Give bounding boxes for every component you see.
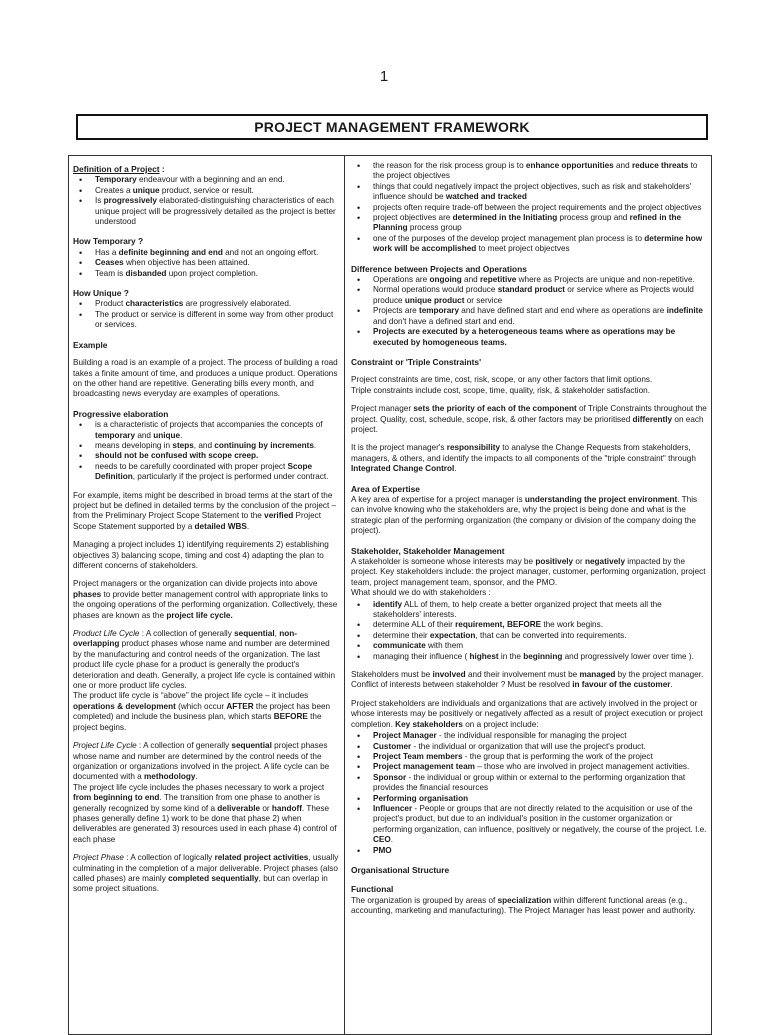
- text-run: Operations are: [373, 275, 430, 285]
- bullet-list: [73, 420, 340, 482]
- text-run: (which occur: [175, 701, 227, 711]
- bullet-item: [95, 269, 340, 279]
- text-run: CEO: [373, 835, 391, 845]
- bullet-item: [95, 299, 340, 309]
- text-run: where as Projects are unique and non-repetitive.: [516, 275, 695, 285]
- text-run: endeavour with a beginning and an end.: [136, 175, 285, 185]
- text-run: of Triple Constraints throughout the project. Quality, cost, schedule, scope, risk, & other factors may be prioritised: [351, 404, 707, 424]
- text-run: refined in the Planning: [373, 213, 682, 233]
- text-run: identify: [373, 599, 403, 609]
- section-heading: [351, 865, 707, 875]
- text-run: , but can overlap in some project situations.: [73, 873, 328, 894]
- bullet-item: [373, 762, 707, 772]
- text-run: - the individual responsible for managing the project: [436, 731, 627, 741]
- text-run: verified: [264, 511, 294, 521]
- text-run: A stakeholder is someone whose interests may be: [351, 557, 536, 566]
- text-run: ongoing: [429, 275, 462, 285]
- bullet-item: [373, 752, 707, 762]
- text-run: involved: [432, 670, 466, 680]
- paragraph: [351, 404, 707, 435]
- text-run: ALL of them, to help create a better organized project that meets all the stakeholders' interests.: [373, 599, 662, 620]
- text-run: Project Life Cycle: [73, 741, 137, 751]
- bullet-item: [373, 631, 707, 641]
- bullet-list: [351, 600, 707, 662]
- text-run: temporary: [418, 306, 460, 316]
- bullet-item: [373, 182, 707, 203]
- text-run: or service: [464, 295, 503, 305]
- text-run: How Unique ?: [73, 288, 129, 299]
- text-run: – those who are involved in project management activities.: [474, 762, 690, 772]
- text-run: Projects are: [373, 306, 419, 316]
- bullet-list: [73, 175, 340, 227]
- bullet-item: [95, 310, 340, 331]
- text-run: the work begins.: [541, 620, 603, 630]
- bullet-item: [95, 462, 340, 483]
- text-run: are progressively elaborated.: [183, 299, 292, 309]
- bullet-item: [373, 600, 707, 621]
- section-heading: [351, 884, 707, 894]
- bullet-item: [373, 275, 707, 285]
- text-run: Difference between Projects and Operations: [351, 263, 527, 274]
- bullet-item: [95, 175, 340, 185]
- text-run: Project Phase: [73, 853, 124, 863]
- text-run: Area of Expertise: [351, 483, 420, 494]
- paragraph: [73, 579, 340, 621]
- text-run: .: [195, 772, 198, 782]
- text-run: For example, items might be described in broad terms at the start of the project but be defined in detailed terms by the conclusion of the project – from the Preliminary Project Scope Statement to the: [73, 490, 337, 521]
- text-run: and have defined start and end where as operations are: [459, 306, 667, 316]
- text-run: :: [159, 164, 165, 174]
- section-heading: [351, 264, 707, 274]
- text-run: responsibility: [446, 443, 500, 453]
- right-column: [345, 156, 711, 1034]
- text-run: is a characteristic of projects that accompanies the concepts of: [95, 420, 323, 430]
- text-run: progressively: [103, 196, 157, 206]
- text-run: Functional: [351, 884, 394, 895]
- text-run: Key stakeholders: [395, 719, 463, 729]
- text-run: Stakeholders must be: [351, 670, 433, 680]
- text-run: related project activities: [214, 853, 309, 863]
- text-run: managed: [579, 670, 616, 680]
- text-run: in the: [498, 651, 524, 661]
- paragraph: [351, 896, 707, 917]
- paragraph: [351, 375, 707, 396]
- text-run: .: [313, 440, 317, 450]
- bullet-item: [373, 742, 707, 752]
- text-run: and: [613, 161, 632, 170]
- text-run: : A collection of generally: [139, 629, 235, 639]
- text-run: Constraint or 'Triple Constraints': [351, 356, 482, 367]
- text-run: enhance opportunities: [525, 161, 614, 170]
- text-run: .: [454, 464, 457, 474]
- bullet-list: [351, 275, 707, 348]
- text-run: to meet project objectves: [476, 244, 570, 254]
- text-run: Managing a project includes 1) identifying requirements 2) establishing objectives 3) balancing scope, timing and cost 4) adapting the plan to different concerns of stakeholders.: [73, 540, 329, 570]
- section-heading: [351, 484, 707, 494]
- text-run: project life cycle.: [166, 610, 233, 620]
- text-run: to analyse the Change Requests from stakeholders, managers, & others, and identify the impacts to all components of the "triple constraint" through: [351, 443, 696, 463]
- text-run: means developing in: [95, 440, 173, 450]
- text-run: sets the priority of each of the component: [413, 404, 577, 414]
- paragraph: [73, 629, 340, 733]
- text-run: Temporary: [95, 175, 137, 185]
- bullet-item: [373, 161, 707, 182]
- text-run: things that could negatively impact the project objectives, such as risk and stakeholders' influence should be: [373, 181, 692, 202]
- text-run: from beginning to end: [73, 793, 160, 803]
- text-run: .: [246, 521, 250, 531]
- text-run: . The transition from one phase to another is generally recognized by some kind of a: [73, 793, 320, 813]
- text-run: repetitive: [479, 275, 517, 285]
- text-run: operations & development: [73, 701, 176, 711]
- paragraph: [73, 540, 340, 571]
- text-run: deliverable: [217, 803, 261, 813]
- text-run: Integrated Change Control: [351, 464, 455, 474]
- text-run: product phases whose name and number are determined by the manufacturing and control needs of the organization. The last product life cycle phase for a product is generally the product's deterioration and death. Generally, a project life cycle is contained within one or more product life cycles.: [73, 639, 335, 691]
- text-run: process group and: [557, 213, 630, 223]
- text-run: watched and tracked: [445, 192, 527, 202]
- text-run: Project manager: [351, 404, 414, 414]
- text-run: Projects are executed by a heterogeneous teams where as operations may be executed by homogeneous teams.: [373, 327, 676, 347]
- text-run: determined in the Initiating: [452, 213, 558, 223]
- text-run: Product: [95, 299, 126, 309]
- bullet-item: [373, 203, 707, 213]
- text-run: communicate: [373, 641, 426, 651]
- text-run: , and: [193, 440, 215, 450]
- text-run: requirement, BEFORE: [455, 620, 542, 630]
- text-run: unique: [153, 430, 181, 440]
- section-heading: [73, 236, 340, 246]
- text-run: detailed WBS: [194, 521, 247, 531]
- bullet-list: [351, 161, 707, 255]
- text-run: Has a: [95, 247, 119, 257]
- text-run: Project managers or the organization can divide projects into above: [73, 579, 318, 589]
- page-number: 1: [379, 68, 389, 85]
- text-run: unique product: [404, 295, 465, 305]
- text-run: upon project completion.: [166, 268, 258, 278]
- text-run: Definition of a Project: [73, 164, 160, 174]
- bullet-item: [373, 213, 707, 234]
- text-run: should not be confused with scope creep.: [95, 451, 259, 461]
- text-run: handoff: [271, 803, 302, 813]
- section-heading: [73, 164, 340, 174]
- text-run: beginning: [523, 651, 563, 661]
- text-run: AFTER: [226, 701, 254, 711]
- text-run: sequential: [231, 741, 272, 751]
- text-run: methodology: [144, 772, 196, 782]
- bullet-item: [373, 641, 707, 651]
- text-run: disbanded: [125, 268, 167, 278]
- text-run: Influencer: [373, 803, 413, 813]
- text-run: negatively: [584, 557, 625, 566]
- text-run: by the project manager. Conflict of interests between stakeholder ? Must be resolved: [351, 670, 704, 690]
- bullet-item: [373, 731, 707, 741]
- text-run: What should we do with stakeholders :: [351, 588, 491, 598]
- text-run: completed sequentially: [168, 873, 259, 883]
- text-run: and their involvement must be: [465, 670, 580, 680]
- text-run: Project management team: [373, 762, 475, 772]
- bullet-item: [373, 234, 707, 255]
- text-run: , that can be converted into requirements.: [475, 630, 627, 640]
- text-run: - the individual or organization that will use the project's product.: [411, 741, 646, 751]
- text-run: Normal operations would produce: [373, 285, 498, 295]
- text-run: - the individual or group within or external to the performing organization that provides the financial resources: [373, 772, 686, 793]
- paragraph: [73, 741, 340, 845]
- text-run: project phases whose name and number are determined by the control needs of the organization or organizations involved in the project. A life cycle can be documented with a: [73, 741, 330, 782]
- text-run: , usually culminating in the completion of a major deliverable. Project phases (also called phases) are mainly: [73, 853, 339, 883]
- text-run: or: [573, 557, 585, 566]
- text-run: Is: [95, 196, 104, 206]
- text-run: Project stakeholders are individuals and organizations that are actively involved in the project or whose interests may be positively or negatively affected as a result of project execution or project completion.: [351, 698, 703, 729]
- bullet-item: [95, 441, 340, 451]
- text-run: . This can involve knowing who the stakeholders are, why the project is being done and what is the strategic plan of the performing organization (the company or division of the company doing the project).: [351, 494, 698, 536]
- bullet-item: [95, 420, 340, 441]
- paragraph: [73, 853, 340, 895]
- text-run: Example: [73, 339, 108, 350]
- text-run: non-overlapping: [73, 629, 297, 649]
- section-heading: [73, 409, 340, 419]
- text-run: understanding the project environment: [524, 494, 678, 504]
- text-run: and progressively lower over time ).: [562, 651, 694, 661]
- paragraph: [351, 557, 707, 599]
- text-run: elaborated-distinguishing characteristics of each unique project will be progressively detailed as the project is better understood: [95, 196, 336, 227]
- text-run: or service where as Projects would produce: [373, 285, 694, 305]
- text-run: and: [461, 275, 480, 285]
- text-run: project objectives are: [373, 213, 453, 223]
- text-run: determine ALL of their: [373, 620, 456, 630]
- paragraph: [351, 443, 707, 474]
- paragraph: [73, 491, 340, 533]
- bullet-item: [373, 306, 707, 327]
- content-table: [68, 155, 712, 1035]
- text-run: steps: [172, 440, 194, 450]
- text-run: managing their influence (: [373, 651, 470, 661]
- text-run: differently: [632, 414, 673, 424]
- text-run: the reason for the risk process group is to: [373, 161, 526, 170]
- text-run: - the group that is performing the work of the project: [462, 751, 653, 761]
- text-run: with them: [425, 641, 464, 651]
- text-run: product, service or result.: [159, 185, 254, 195]
- paragraph: [351, 670, 707, 691]
- text-run: the project has been completed) and include the business plan, which starts: [73, 701, 331, 722]
- text-run: in favour of the customer: [572, 680, 671, 690]
- text-run: Project Scope Statement supported by a: [73, 511, 322, 531]
- bullet-list: [73, 248, 340, 279]
- text-run: impacted by the project. Key stakeholders include: the project manager, customer, performing organization, project team, project management team, sponsor, and the PMO.: [351, 557, 706, 587]
- bullet-list: [73, 299, 340, 330]
- bullet-item: [95, 196, 340, 227]
- text-run: Progressive elaboration: [73, 408, 169, 419]
- left-column: [69, 156, 345, 1034]
- text-run: definite beginning and end: [118, 247, 223, 257]
- text-run: Creates a: [95, 185, 133, 195]
- text-run: and don't have a defined start and end.: [373, 316, 515, 326]
- text-run: . These phases generally define 1) work to be done that phase 2) when deliverables are generated 3) resources used in each phase 4) control of each phase: [73, 803, 337, 844]
- text-run: .: [180, 430, 183, 440]
- text-run: Organisational Structure: [351, 864, 450, 875]
- document-title: PROJECT MANAGEMENT FRAMEWORK: [76, 114, 708, 140]
- section-heading: [351, 546, 707, 556]
- bullet-item: [373, 846, 707, 856]
- text-run: one of the purposes of the develop project management plan process is to: [373, 233, 645, 243]
- text-run: It is the project manager's: [351, 443, 447, 453]
- paragraph: [73, 358, 340, 400]
- section-heading: [73, 288, 340, 298]
- text-run: reduce threats: [631, 161, 689, 170]
- text-run: .: [390, 835, 394, 845]
- bullet-item: [373, 620, 707, 630]
- text-run: continuing by increments: [214, 440, 314, 450]
- paragraph: [351, 699, 707, 730]
- text-run: : A collection of logically: [123, 853, 215, 863]
- bullet-item: [373, 773, 707, 794]
- text-run: The product life cycle is “above” the project life cycle – it includes: [73, 691, 309, 701]
- text-run: determine their: [373, 630, 430, 640]
- text-run: determine how work will be accomplished: [373, 233, 703, 254]
- text-run: needs to be carefully coordinated with proper project: [95, 461, 288, 471]
- text-run: highest: [469, 651, 499, 661]
- bullet-item: [95, 248, 340, 258]
- bullet-item: [373, 804, 707, 846]
- bullet-item: [95, 186, 340, 196]
- text-run: BEFORE: [273, 712, 308, 722]
- bullet-item: [95, 451, 340, 461]
- text-run: How Temporary ?: [73, 236, 144, 247]
- bullet-item: [373, 794, 707, 804]
- text-run: A key area of expertise for a project manager is: [351, 494, 525, 504]
- text-run: sequential: [234, 629, 275, 639]
- text-run: Project Team members: [373, 751, 463, 761]
- paragraph: [351, 495, 707, 537]
- text-run: The organization is grouped by areas of: [351, 895, 498, 905]
- text-run: Triple constraints include cost, scope, time, quality, risk, & stakeholder satisfaction.: [351, 385, 650, 395]
- text-run: and not an ongoing effort.: [222, 247, 319, 257]
- text-run: Product Life Cycle: [73, 629, 140, 639]
- text-run: Project constraints are time, cost, risk, scope, or any other factors that limit options.: [351, 375, 653, 385]
- text-run: Sponsor: [373, 772, 407, 782]
- text-run: Ceases: [95, 258, 124, 268]
- text-run: Project Manager: [373, 731, 437, 741]
- text-run: indefinite: [666, 306, 703, 316]
- text-run: on each project.: [351, 414, 704, 434]
- text-run: Performing organisation: [373, 793, 469, 803]
- bullet-item: [373, 285, 707, 306]
- bullet-item: [373, 327, 707, 348]
- text-run: : A collection of generally: [136, 741, 232, 751]
- text-run: The project life cycle includes the phases necessary to work a project: [73, 782, 325, 792]
- text-run: Team is: [95, 268, 126, 278]
- bullet-item: [373, 652, 707, 662]
- section-heading: [351, 357, 707, 367]
- text-run: unique: [132, 185, 160, 195]
- text-run: and: [135, 430, 154, 440]
- text-run: .: [670, 680, 673, 690]
- text-run: phases: [73, 589, 102, 599]
- text-run: to provide better management control with appropriate links to the ongoing operations of the performing organization. Collectively, these phases are known as the: [73, 589, 338, 620]
- text-run: to the project objectives: [373, 161, 698, 181]
- text-run: Building a road is an example of a project. The process of building a road takes a finite amount of time, and produces a unique product. Operations on the other hand are repetitive. Generating bills every month, and broadcasting news everyday are examples of operations.: [73, 358, 338, 399]
- text-run: or: [260, 803, 272, 813]
- text-run: process group: [407, 223, 462, 233]
- text-run: The product or service is different in some way from other product or services.: [95, 309, 334, 330]
- text-run: , particularly if the project is performed under contract.: [132, 472, 329, 482]
- bullet-list: [351, 731, 707, 856]
- text-run: when objective has been attained.: [123, 258, 250, 268]
- text-run: the project begins.: [73, 712, 322, 732]
- text-run: PMO: [373, 845, 392, 855]
- text-run: ,: [274, 629, 280, 639]
- text-run: characteristics: [125, 299, 184, 309]
- text-run: Scope Definition: [95, 461, 313, 482]
- section-heading: [73, 340, 340, 350]
- text-run: specialization: [497, 895, 552, 905]
- text-run: Customer: [373, 741, 412, 751]
- text-run: within different functional areas (e.g., accounting, marketing and manufacturing). The Project Manager has least power and authority.: [351, 895, 696, 916]
- text-run: - People or groups that are not directly related to the acquisition or use of the project's product, but due to an individual's position in the customer organization or performing organization, can influence, positively or negatively, the course of the project. I.e.: [373, 803, 707, 834]
- text-run: on a project include:: [462, 719, 539, 729]
- text-run: positively: [535, 557, 574, 566]
- text-run: Stakeholder, Stakeholder Management: [351, 545, 505, 556]
- bullet-item: [95, 258, 340, 268]
- text-run: projects often require trade-off between the project requirements and the project objectives: [373, 202, 702, 212]
- text-run: standard product: [497, 285, 566, 295]
- text-run: expectation: [429, 630, 476, 640]
- text-run: temporary: [95, 430, 136, 440]
